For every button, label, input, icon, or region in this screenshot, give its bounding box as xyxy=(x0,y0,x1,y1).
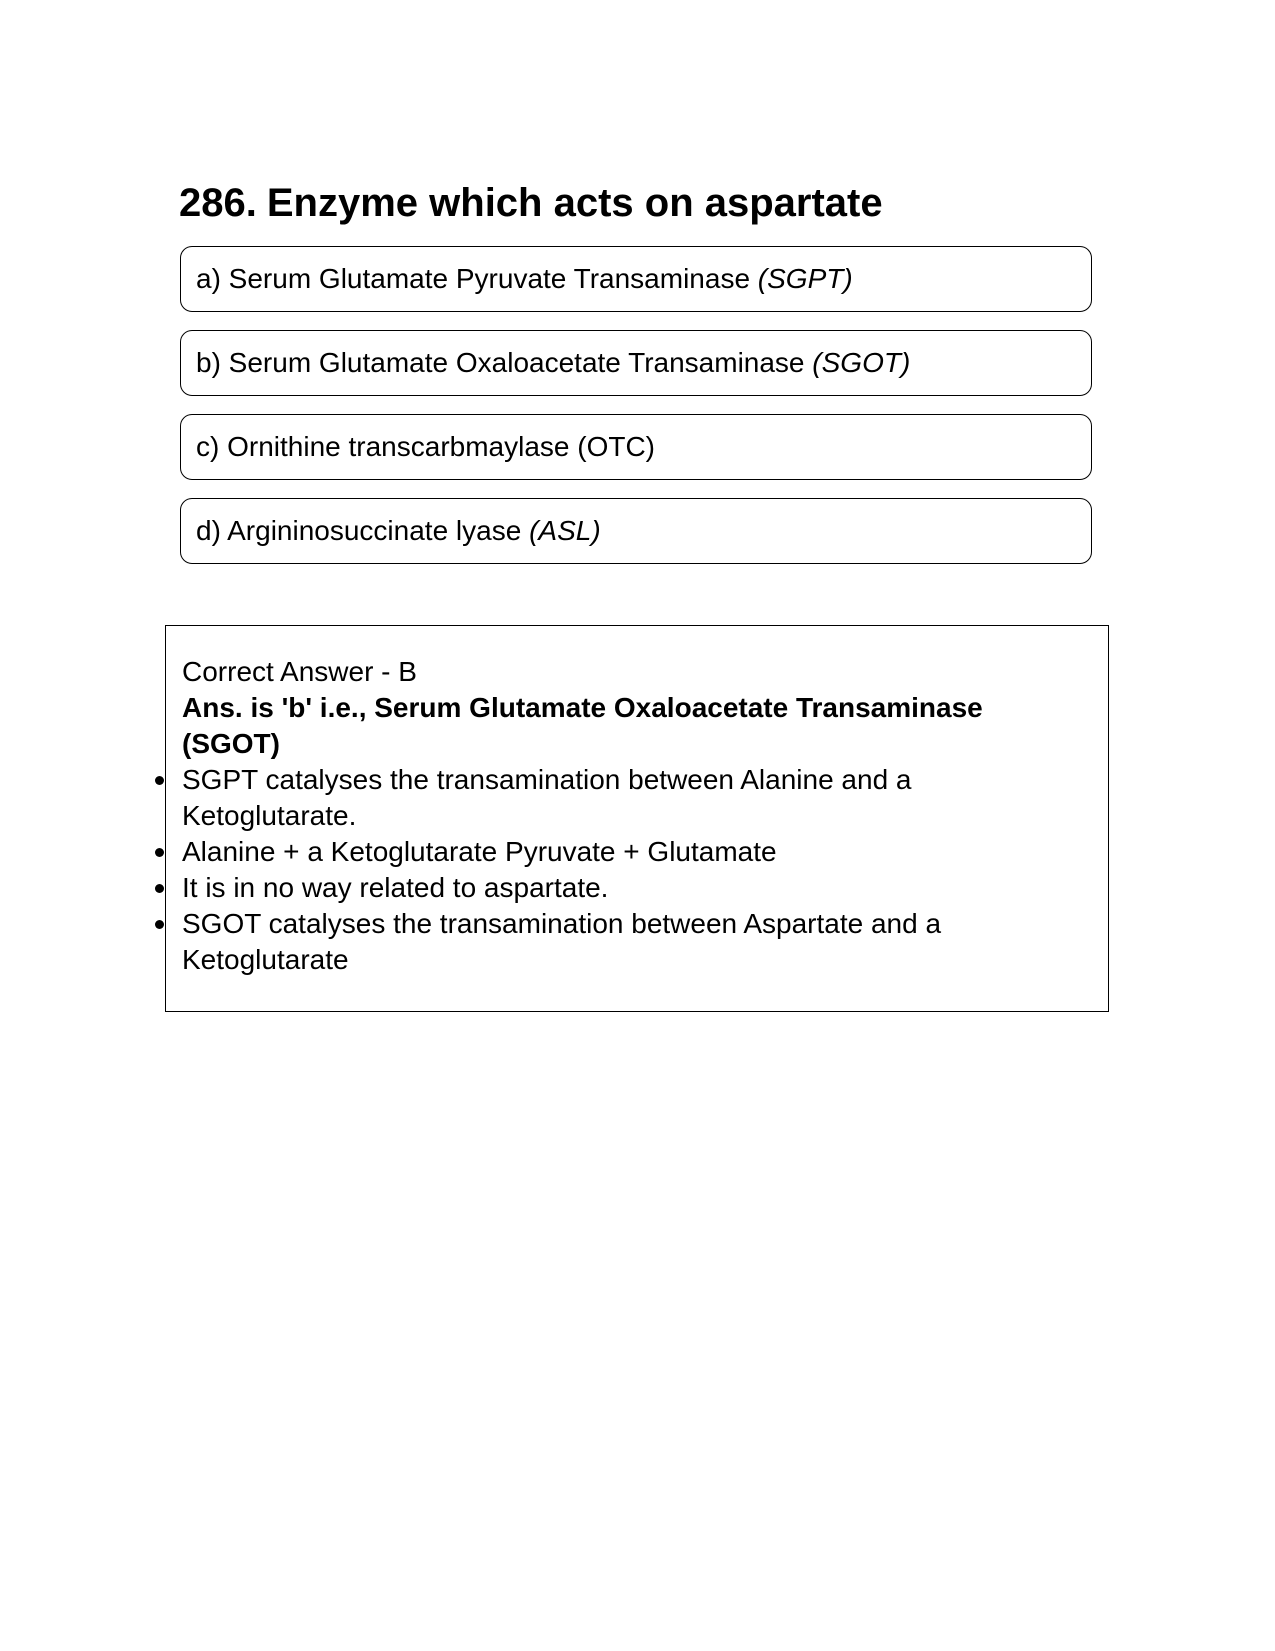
option-a-abbr: (SGPT) xyxy=(757,263,853,294)
question-number: 286. xyxy=(179,181,257,225)
option-d-abbr: (ASL) xyxy=(529,515,601,546)
explanation-point: Alanine + a Ketoglutarate Pyruvate + Glutamate xyxy=(182,834,1082,870)
explanation-points xyxy=(182,762,1082,978)
explanation-point: It is in no way related to aspartate. xyxy=(182,870,1082,906)
option-d[interactable] xyxy=(180,498,1092,564)
answer-content xyxy=(182,654,1082,978)
explanation-point: SGOT catalyses the transamination between Aspartate and a Ketoglutarate xyxy=(182,906,1082,978)
option-b[interactable] xyxy=(180,330,1092,396)
option-a[interactable] xyxy=(180,246,1092,312)
option-d-label: d) Argininosuccinate lyase xyxy=(196,515,530,546)
option-a-label: a) Serum Glutamate Pyruvate Transaminase xyxy=(196,263,758,294)
answer-box xyxy=(165,625,1109,1012)
option-b-abbr: (SGOT) xyxy=(812,347,911,378)
option-b-label: b) Serum Glutamate Oxaloacetate Transaminase xyxy=(196,347,813,378)
correct-answer: Correct Answer - B xyxy=(182,656,417,687)
option-c[interactable] xyxy=(180,414,1092,480)
explanation-point: SGPT catalyses the transamination between Alanine and a Ketoglutarate. xyxy=(182,762,1082,834)
question-heading xyxy=(179,177,883,229)
option-c-label: c) Ornithine transcarbmaylase (OTC) xyxy=(196,431,656,462)
explanation-title: Ans. is 'b' i.e., Serum Glutamate Oxaloacetate Transaminase (SGOT) xyxy=(182,692,983,759)
question-text: Enzyme which acts on aspartate xyxy=(266,181,883,225)
